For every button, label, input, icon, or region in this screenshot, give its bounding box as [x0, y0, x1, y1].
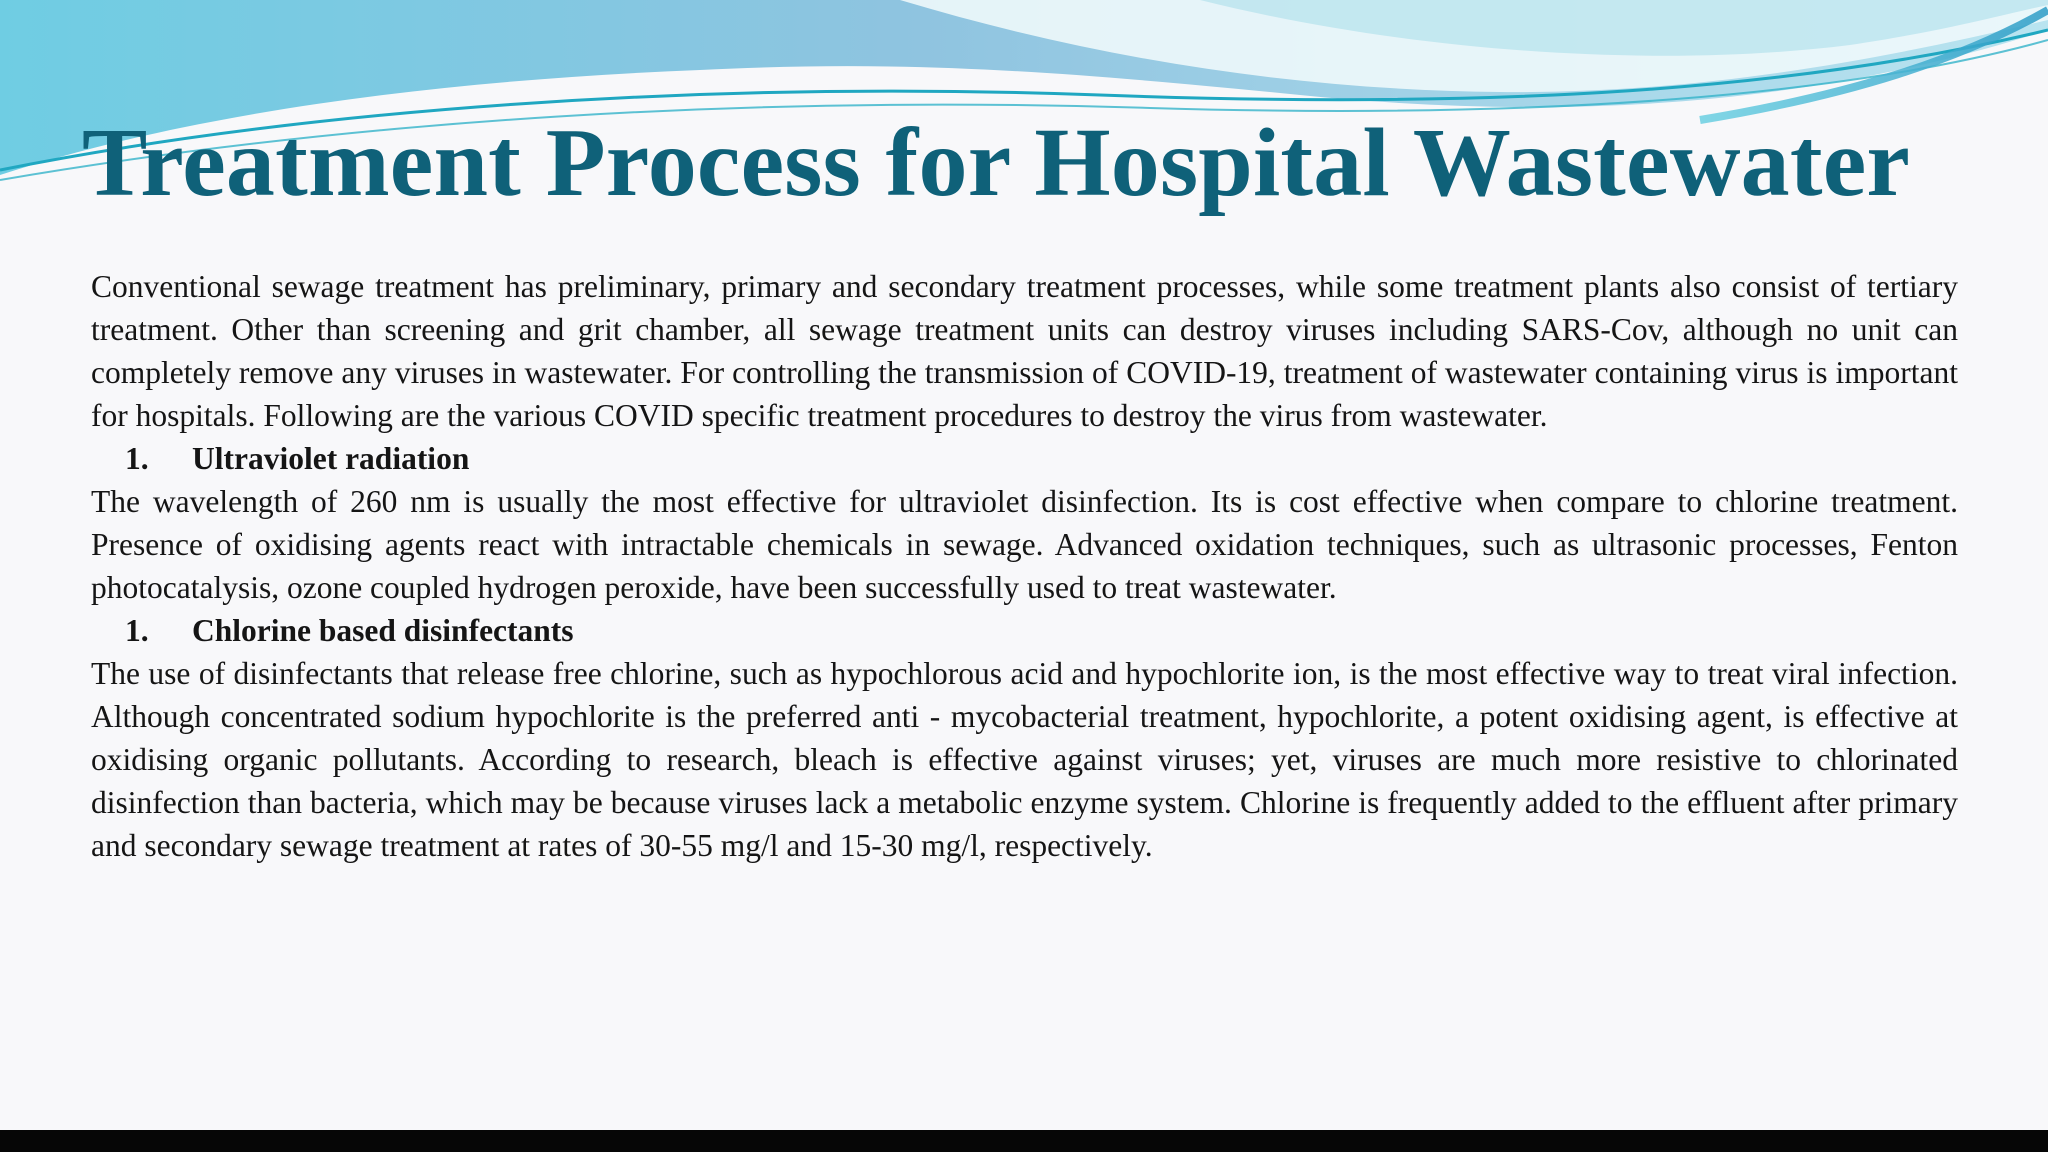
slide-body: [91, 265, 1958, 867]
section-title: Chlorine based disinfectants: [192, 613, 574, 648]
section-number: 1.: [125, 441, 149, 476]
section-heading-uv: [91, 437, 1958, 480]
section-body-uv: The wavelength of 260 nm is usually the most effective for ultraviolet disinfection. Its is cost effective when compare to chlorine treatment. Presence of oxidising agents react with intractable chemicals in sewage. Advanced oxidation techniques, such as ultrasonic processes, Fenton photocatalysis, ozone coupled hydrogen peroxide, have been successfully used to treat wastewater.: [91, 484, 1958, 605]
section-body-chlorine: The use of disinfectants that release free chlorine, such as hypochlorous acid and hypochlorite ion, is the most effective way to treat viral infection. Although concentrated sodium hypochlorite is the preferred anti - mycobacterial treatment, hypochlorite, a potent oxidising agent, is effective at oxidising organic pollutants. According to research, bleach is effective against viruses; yet, viruses are much more resistive to chlorinated disinfection than bacteria, which may be because viruses lack a metabolic enzyme system. Chlorine is frequently added to the effluent after primary and secondary sewage treatment at rates of 30-55 mg/l and 15-30 mg/l, respectively.: [91, 656, 1958, 863]
section-number: 1.: [125, 613, 149, 648]
section-title: Ultraviolet radiation: [192, 441, 470, 476]
intro-paragraph: Conventional sewage treatment has preliminary, primary and secondary treatment processes, while some treatment plants also consist of tertiary treatment. Other than screening and grit chamber, all sewage treatment units can destroy viruses including SARS-Cov, although no unit can completely remove any viruses in wastewater. For controlling the transmission of COVID-19, treatment of wastewater containing virus is important for hospitals. Following are the various COVID specific treatment procedures to destroy the virus from wastewater.: [91, 269, 1958, 433]
slide-title: Treatment Process for Hospital Wastewater: [82, 109, 1911, 217]
section-heading-chlorine: [91, 609, 1958, 652]
bottom-bar: [0, 1130, 2048, 1152]
